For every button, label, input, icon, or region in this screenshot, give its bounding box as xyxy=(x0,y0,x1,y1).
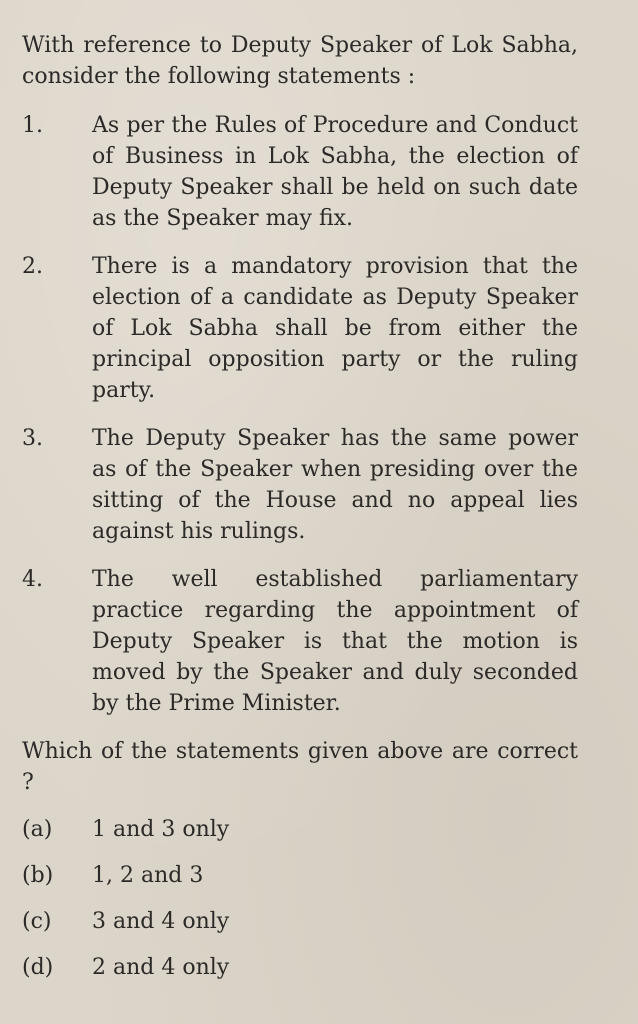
option-label: (b) xyxy=(22,863,54,888)
option-label: (d) xyxy=(22,955,54,980)
option-b[interactable] xyxy=(22,860,578,906)
question-prompt: Which of the statements given above are correct ? xyxy=(22,739,578,795)
statements-list xyxy=(22,110,578,719)
options-list xyxy=(22,814,578,998)
option-text: 2 and 4 only xyxy=(92,955,230,980)
statement-number: 4. xyxy=(22,567,43,592)
option-d[interactable] xyxy=(22,952,578,998)
statement-number: 3. xyxy=(22,426,43,451)
statement-item xyxy=(22,110,578,234)
statement-item xyxy=(22,564,578,719)
option-a[interactable] xyxy=(22,814,578,860)
option-label: (a) xyxy=(22,817,53,842)
option-label: (c) xyxy=(22,909,52,934)
statement-text: As per the Rules of Procedure and Conduct of Business in Lok Sabha, the election of Deputy Speaker shall be held on such date as the Speaker may fix. xyxy=(92,113,578,231)
statement-number: 1. xyxy=(22,113,43,138)
option-c[interactable] xyxy=(22,906,578,952)
statement-item xyxy=(22,423,578,547)
statement-text: There is a mandatory provision that the election of a candidate as Deputy Speaker of Lok Sabha shall be from either the principal opposition party or the ruling party. xyxy=(92,254,578,403)
statement-text: The well established parliamentary practice regarding the appointment of Deputy Speaker is that the motion is moved by the Speaker and duly seconded by the Prime Minister. xyxy=(92,567,578,716)
option-text: 3 and 4 only xyxy=(92,909,230,934)
statement-item xyxy=(22,251,578,406)
option-text: 1, 2 and 3 xyxy=(92,863,204,888)
statement-number: 2. xyxy=(22,254,43,279)
statement-text: The Deputy Speaker has the same power as of the Speaker when presiding over the sitting of the House and no appeal lies against his rulings. xyxy=(92,426,578,544)
option-text: 1 and 3 only xyxy=(92,817,230,842)
question-intro: With reference to Deputy Speaker of Lok Sabha, consider the following statements : xyxy=(22,33,578,89)
